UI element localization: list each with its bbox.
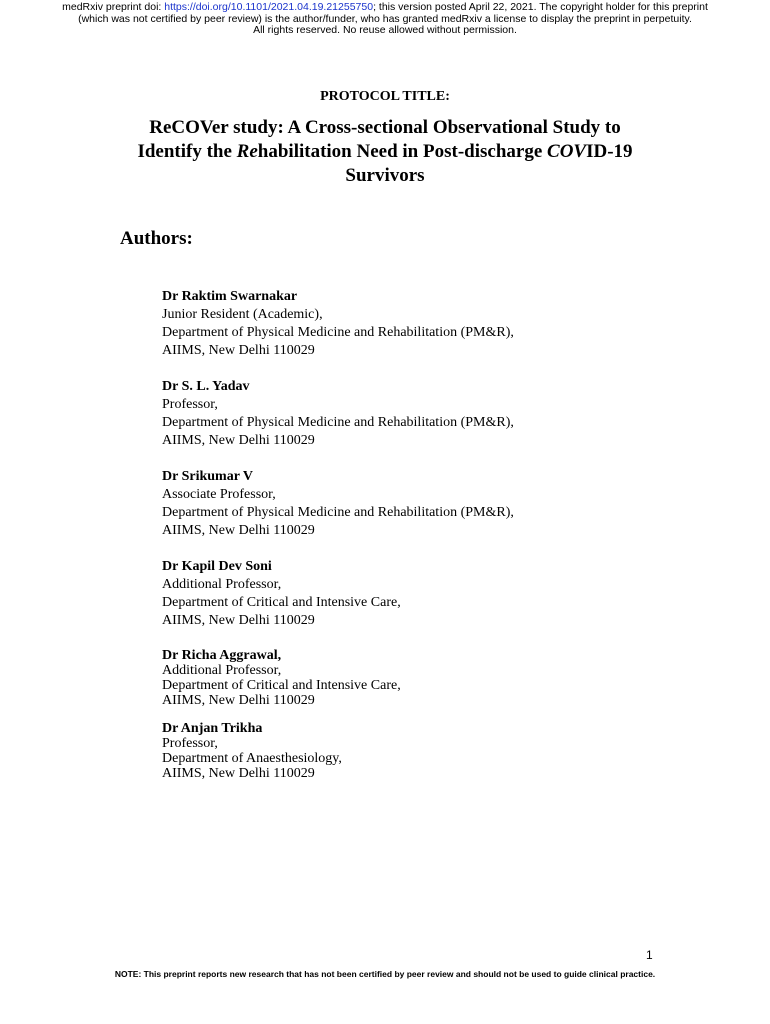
author-role: Additional Professor, [162, 663, 282, 678]
author-name: Dr Richa Aggrawal, [162, 648, 282, 663]
author-role: Professor, [162, 397, 218, 412]
author-name: Dr Srikumar V [162, 469, 254, 484]
author-institution: AIIMS, New Delhi 110029 [162, 523, 315, 538]
title-line-3: Survivors [345, 165, 425, 186]
author-department: Department of Physical Medicine and Rehabilitation (PM&R), [162, 415, 514, 430]
footer-note: NOTE: This preprint reports new research that has not been certified by peer review and should not be used to guide clinical practice. [114, 969, 656, 979]
author-block [162, 468, 514, 540]
author-department: Department of Physical Medicine and Rehabilitation (PM&R), [162, 505, 514, 520]
author-role: Professor, [162, 736, 218, 751]
author-name: Dr Kapil Dev Soni [162, 559, 272, 574]
author-name: Dr S. L. Yadav [162, 379, 250, 394]
author-role: Associate Professor, [162, 487, 276, 502]
author-institution: AIIMS, New Delhi 110029 [162, 766, 315, 781]
author-institution: AIIMS, New Delhi 110029 [162, 343, 315, 358]
paper-title [0, 116, 770, 188]
author-name: Dr Raktim Swarnakar [162, 289, 298, 304]
author-block [162, 721, 342, 781]
author-block [162, 648, 401, 708]
author-role: Junior Resident (Academic), [162, 307, 323, 322]
author-department: Department of Physical Medicine and Rehabilitation (PM&R), [162, 325, 514, 340]
author-block [162, 288, 514, 360]
author-department: Department of Anaesthesiology, [162, 751, 342, 766]
author-institution: AIIMS, New Delhi 110029 [162, 613, 315, 628]
author-role: Additional Professor, [162, 577, 282, 592]
banner-line-2: (which was not certified by peer review) is the author/funder, who has granted medRxiv a license to display the preprint in perpetuity. [78, 12, 692, 25]
author-block [162, 378, 514, 450]
preprint-banner [0, 2, 770, 37]
author-institution: AIIMS, New Delhi 110029 [162, 693, 315, 708]
author-name: Dr Anjan Trikha [162, 721, 263, 736]
protocol-label: PROTOCOL TITLE: [320, 89, 450, 104]
author-department: Department of Critical and Intensive Care, [162, 678, 401, 693]
banner-line-3: All rights reserved. No reuse allowed without permission. [253, 24, 517, 36]
author-block [162, 558, 401, 630]
author-department: Department of Critical and Intensive Care, [162, 595, 401, 610]
authors-heading: Authors: [120, 228, 193, 249]
doi-link[interactable]: https://doi.org/10.1101/2021.04.19.21255750 [164, 1, 374, 13]
title-line-2: Identify the Rehabilitation Need in Post-discharge COVID-19 [137, 141, 633, 162]
banner-line-1: medRxiv preprint doi: https://doi.org/10.1101/2021.04.19.21255750; this version posted April 22, 2021. The copyright holder for this preprint [62, 1, 708, 13]
author-institution: AIIMS, New Delhi 110029 [162, 433, 315, 448]
page-number: 1 [646, 948, 653, 962]
title-line-1: ReCOVer study: A Cross-sectional Observational Study to [149, 117, 621, 138]
